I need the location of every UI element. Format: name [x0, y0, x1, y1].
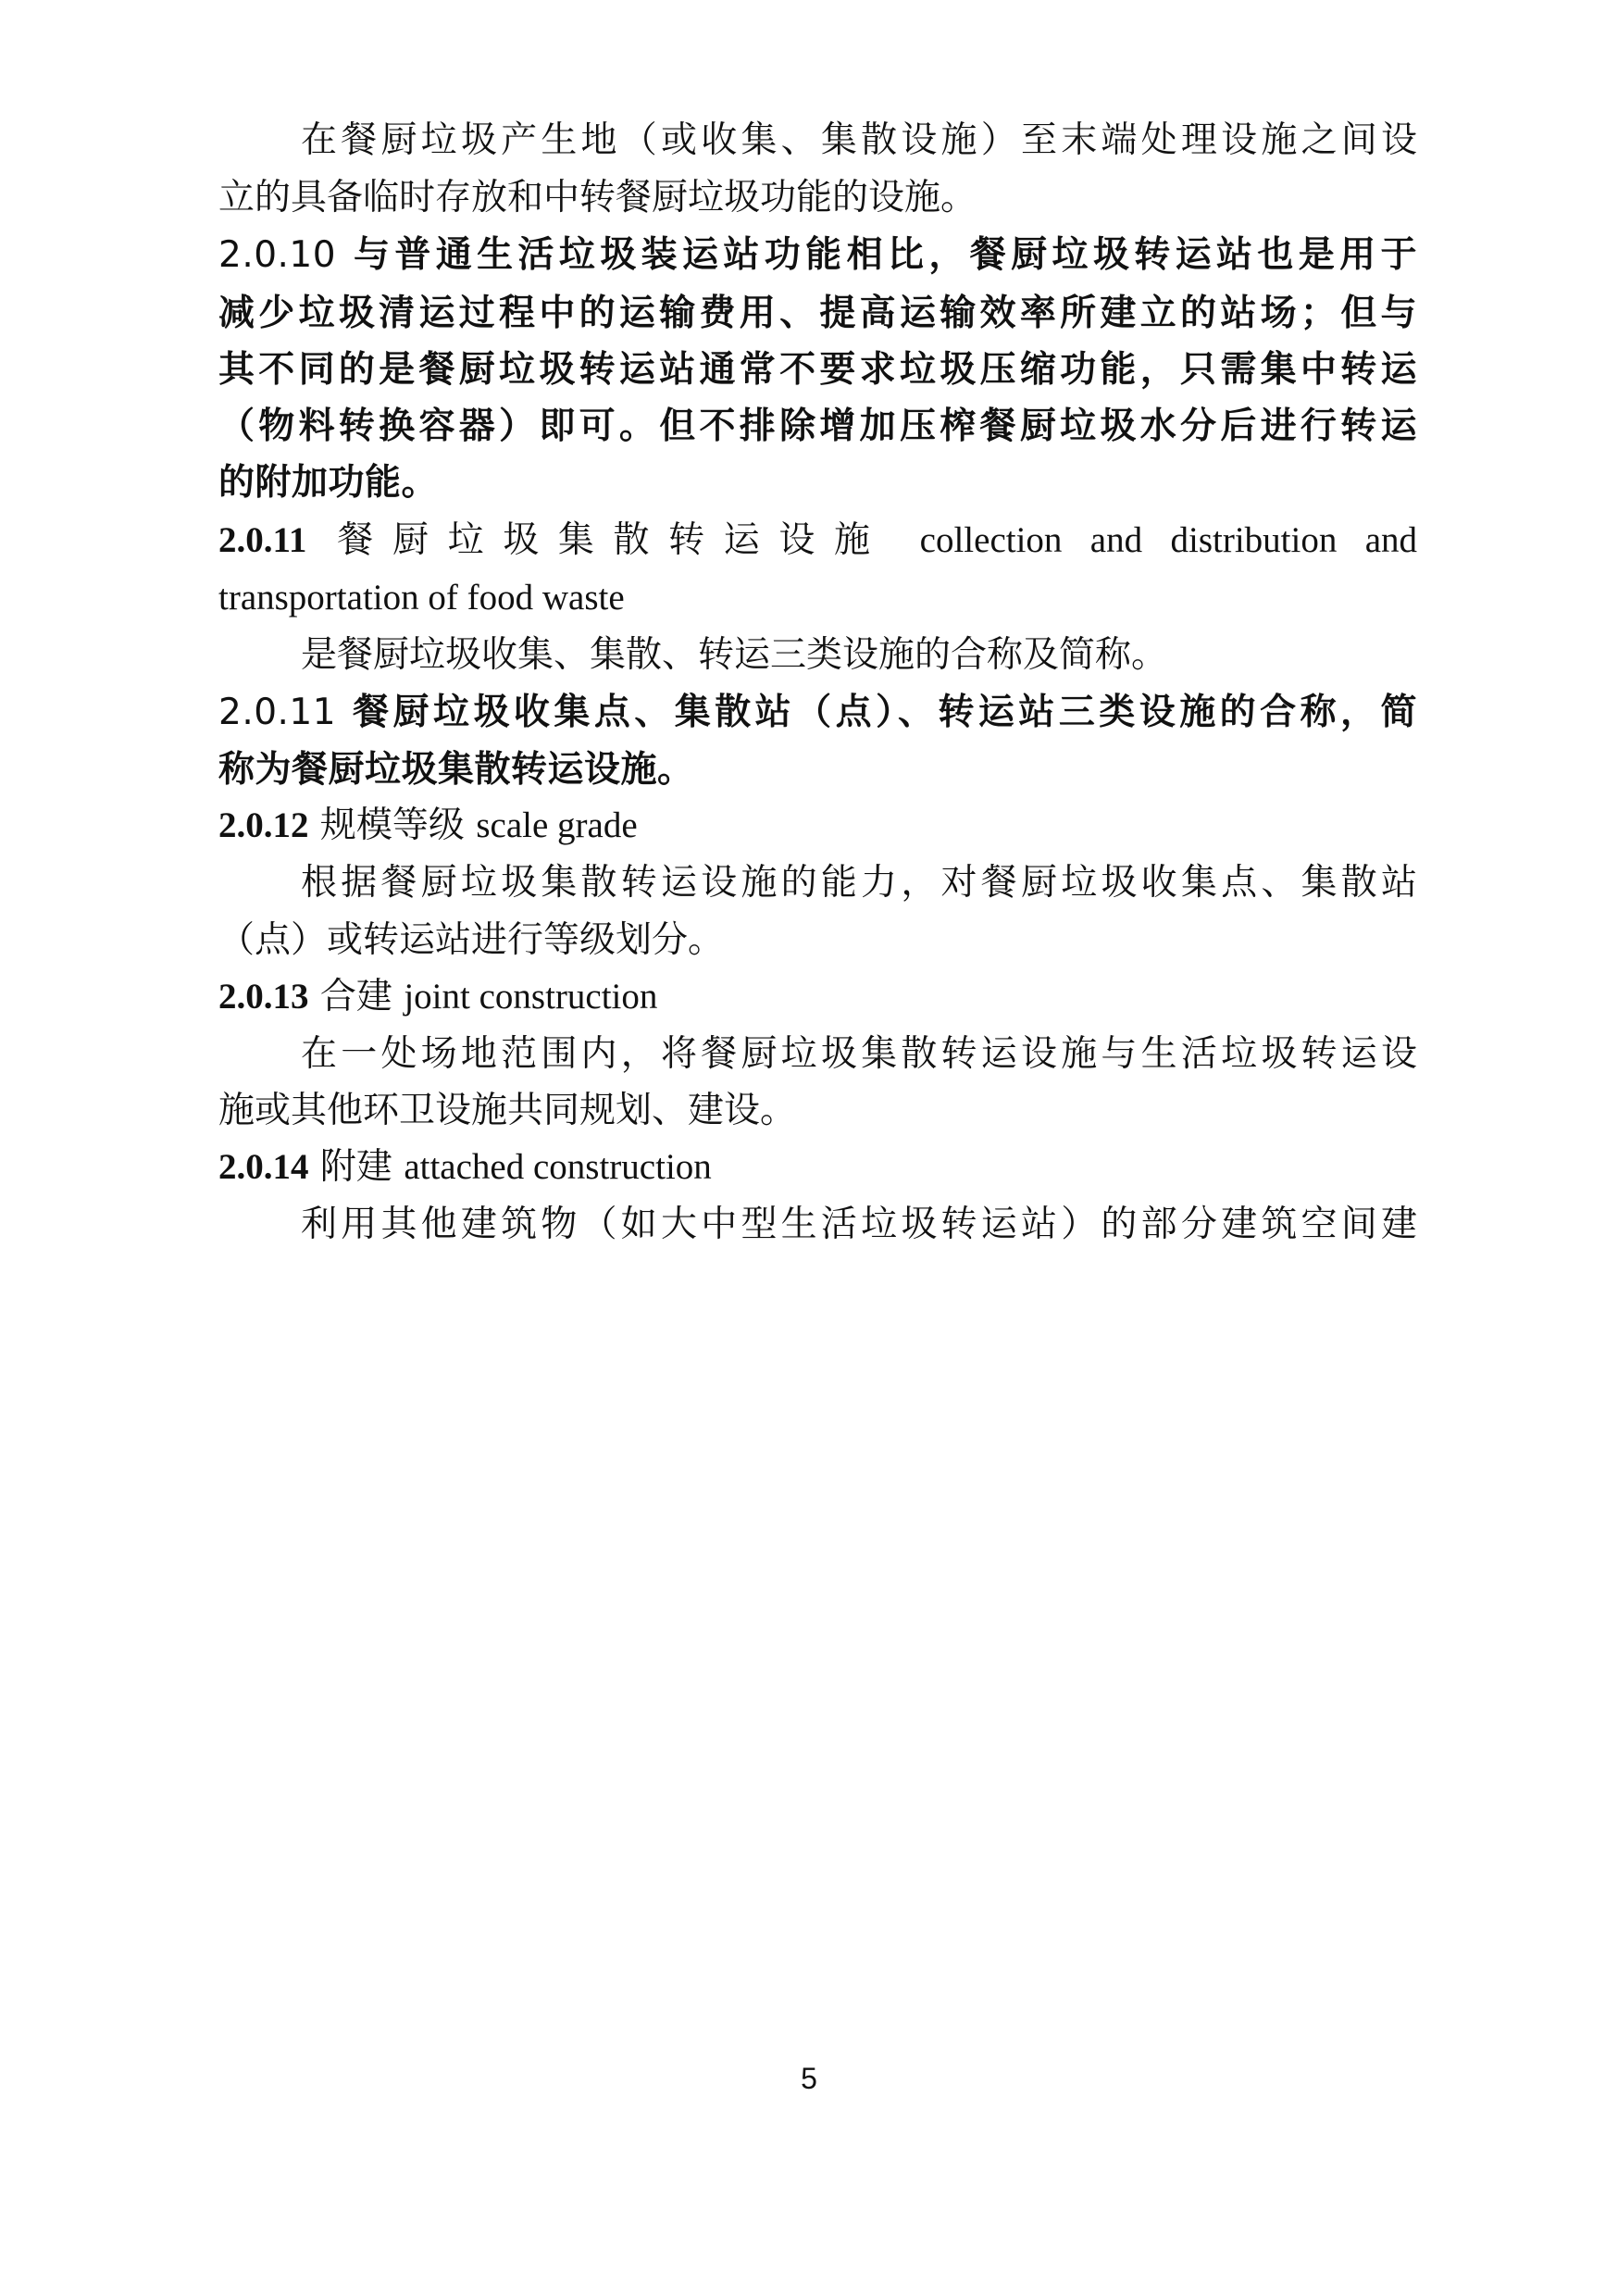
term-2-0-13 [218, 975, 1417, 1019]
paragraph-line: 立的具备临时存放和中转餐厨垃圾功能的设施。 [218, 177, 977, 218]
term-chinese: 规模等级 [319, 805, 465, 846]
term-english-continued: transportation of food waste [218, 578, 625, 618]
explanation-line: 减少垃圾清运过程中的运输费用、提高运输效率所建立的站场；但与 [218, 293, 1417, 334]
term-english: attached construction [404, 1147, 712, 1187]
explanation-2-0-11 [218, 691, 1417, 735]
explanation-text: 餐厨垃圾收集点、集散站（点）、转运站三类设施的合称，简 [353, 692, 1417, 733]
definition-line: 利用其他建筑物（如大中型生活垃圾转运站）的部分建筑空间建 [301, 1204, 1417, 1245]
definition-line: 根据餐厨垃圾集散转运设施的能力，对餐厨垃圾收集点、集散站 [301, 862, 1417, 904]
definition-line: 是餐厨垃圾收集、集散、转运三类设施的合称及简称。 [301, 634, 1168, 676]
term-chinese: 附建 [319, 1146, 392, 1188]
explanation-line: （物料转换容器）即可。但不排除增加压榨餐厨垃圾水分后进行转运 [218, 406, 1417, 447]
clause-number: 2.0.14 [218, 1147, 309, 1187]
explanation-line: 的附加功能。 [218, 462, 439, 504]
term-2-0-12 [218, 804, 1417, 848]
paragraph-line: 在餐厨垃圾产生地（或收集、集散设施）至末端处理设施之间设 [301, 119, 1417, 161]
term-2-0-14 [218, 1145, 1417, 1190]
term-2-0-11 [218, 518, 1417, 563]
definition-line: 施或其他环卫设施共同规划、建设。 [218, 1090, 797, 1131]
term-english: joint construction [404, 977, 658, 1017]
explanation-line: 称为餐厨垃圾集散转运设施。 [218, 749, 694, 791]
clause-number: 2.0.11 [218, 692, 337, 733]
page-number: 5 [801, 2062, 817, 2095]
term-english: collection and distribution and [919, 520, 1418, 560]
clause-number: 2.0.10 [218, 234, 337, 276]
definition-line: （点）或转运站进行等级划分。 [218, 919, 725, 961]
term-chinese: 餐厨垃圾集散转运设施 [337, 519, 890, 561]
explanation-line: 其不同的是餐厨垃圾转运站通常不要求垃圾压缩功能，只需集中转运 [218, 349, 1417, 391]
explanation-2-0-10 [218, 233, 1417, 278]
clause-number: 2.0.11 [218, 520, 307, 560]
term-english: scale grade [476, 805, 638, 845]
clause-number: 2.0.12 [218, 805, 309, 845]
definition-line: 在一处场地范围内，将餐厨垃圾集散转运设施与生活垃圾转运设 [301, 1033, 1417, 1075]
clause-number: 2.0.13 [218, 977, 309, 1017]
explanation-text: 与普通生活垃圾装运站功能相比，餐厨垃圾转运站也是用于 [354, 234, 1417, 276]
term-chinese: 合建 [319, 976, 392, 1017]
